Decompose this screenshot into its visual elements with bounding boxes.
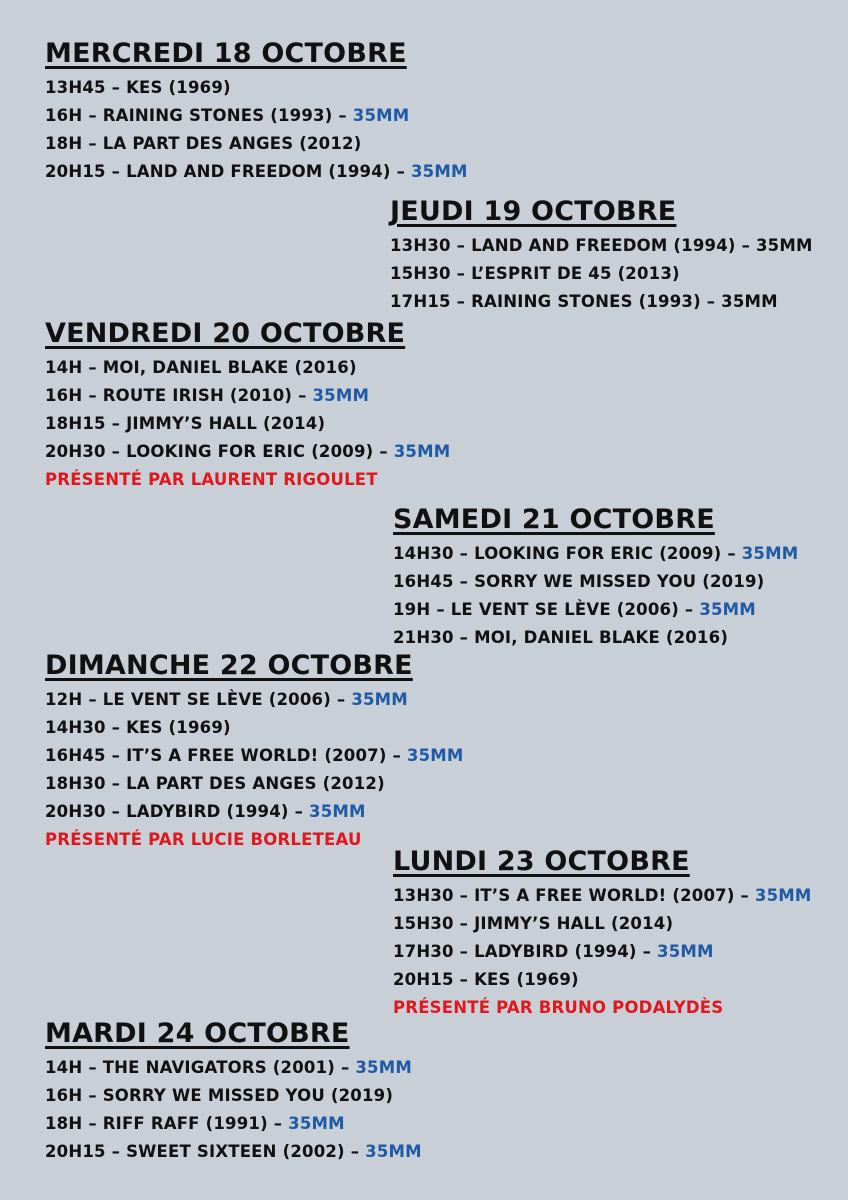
day-block bbox=[45, 1018, 422, 1166]
screening-line bbox=[45, 686, 464, 714]
day-title: JEUDI 19 OCTOBRE bbox=[390, 196, 677, 227]
screening-line bbox=[45, 158, 468, 186]
screening-text: 12H – LE VENT SE LÈVE (2006) – bbox=[45, 690, 352, 709]
screening-line bbox=[393, 966, 812, 994]
screening-text: 15H30 – L’ESPRIT DE 45 (2013) bbox=[390, 264, 680, 283]
day-block bbox=[393, 504, 798, 652]
screening-text: 13H45 – KES (1969) bbox=[45, 78, 231, 97]
format-label: 35MM bbox=[355, 1058, 412, 1077]
format-label: 35MM bbox=[393, 442, 451, 461]
format-label: 35MM bbox=[657, 942, 714, 961]
screening-text: 16H – ROUTE IRISH (2010) – bbox=[45, 386, 313, 405]
screening-line bbox=[390, 260, 813, 288]
format-label: 35MM bbox=[406, 746, 464, 765]
format-label: 35MM bbox=[352, 106, 410, 125]
screening-line bbox=[393, 910, 812, 938]
screening-line bbox=[390, 288, 813, 316]
screening-line bbox=[45, 102, 468, 130]
screening-text: 20H30 – LOOKING FOR ERIC (2009) – bbox=[45, 442, 394, 461]
screening-line bbox=[45, 1110, 422, 1138]
screening-line bbox=[390, 232, 813, 260]
screening-text: 16H45 – SORRY WE MISSED YOU (2019) bbox=[393, 572, 765, 591]
screening-line bbox=[393, 624, 798, 652]
screening-text: 19H – LE VENT SE LÈVE (2006) – bbox=[393, 600, 700, 619]
format-label: 35MM bbox=[309, 802, 366, 821]
screening-line bbox=[45, 410, 450, 438]
day-block bbox=[45, 38, 468, 186]
screening-text: 20H15 – SWEET SIXTEEN (2002) – bbox=[45, 1142, 366, 1161]
format-label: 35MM bbox=[365, 1142, 422, 1161]
screening-line bbox=[45, 742, 464, 770]
screening-text: 13H30 – IT’S A FREE WORLD! (2007) – bbox=[393, 886, 755, 905]
presenter-note: PRÉSENTÉ PAR BRUNO PODALYDÈS bbox=[393, 998, 724, 1017]
day-title: VENDREDI 20 OCTOBRE bbox=[45, 318, 406, 349]
screening-text: 14H30 – KES (1969) bbox=[45, 718, 231, 737]
screening-line bbox=[393, 938, 812, 966]
screening-text: 14H – MOI, DANIEL BLAKE (2016) bbox=[45, 358, 357, 377]
screening-line bbox=[393, 596, 798, 624]
screening-text: 20H30 – LADYBIRD (1994) – bbox=[45, 802, 310, 821]
screening-text: 13H30 – LAND AND FREEDOM (1994) – 35MM bbox=[390, 236, 813, 255]
format-label: 35MM bbox=[351, 690, 408, 709]
day-title: DIMANCHE 22 OCTOBRE bbox=[45, 650, 413, 681]
presenter-note: PRÉSENTÉ PAR LUCIE BORLETEAU bbox=[45, 830, 362, 849]
format-label: 35MM bbox=[741, 544, 799, 563]
screening-text: 17H15 – RAINING STONES (1993) – 35MM bbox=[390, 292, 778, 311]
screening-text: 21H30 – MOI, DANIEL BLAKE (2016) bbox=[393, 628, 729, 647]
screening-text: 14H30 – LOOKING FOR ERIC (2009) – bbox=[393, 544, 742, 563]
format-label: 35MM bbox=[754, 886, 812, 905]
screening-text: 18H15 – JIMMY’S HALL (2014) bbox=[45, 414, 326, 433]
screening-line bbox=[45, 74, 468, 102]
day-block bbox=[45, 650, 464, 854]
screening-line bbox=[45, 354, 450, 382]
day-block bbox=[45, 318, 450, 494]
screening-line bbox=[45, 714, 464, 742]
screening-text: 16H – RAINING STONES (1993) – bbox=[45, 106, 353, 125]
screening-line bbox=[45, 1054, 422, 1082]
screening-line bbox=[45, 770, 464, 798]
screening-line bbox=[45, 382, 450, 410]
screening-line bbox=[45, 438, 450, 466]
screening-line bbox=[393, 882, 812, 910]
screening-text: 18H – RIFF RAFF (1991) – bbox=[45, 1114, 289, 1133]
screening-line bbox=[45, 1138, 422, 1166]
screening-text: 15H30 – JIMMY’S HALL (2014) bbox=[393, 914, 674, 933]
screening-line bbox=[45, 1082, 422, 1110]
day-title: MERCREDI 18 OCTOBRE bbox=[45, 38, 407, 69]
screening-text: 14H – THE NAVIGATORS (2001) – bbox=[45, 1058, 356, 1077]
day-title: SAMEDI 21 OCTOBRE bbox=[393, 504, 715, 535]
day-block bbox=[393, 846, 812, 1022]
day-title: LUNDI 23 OCTOBRE bbox=[393, 846, 690, 877]
format-label: 35MM bbox=[312, 386, 370, 405]
screening-text: 17H30 – LADYBIRD (1994) – bbox=[393, 942, 658, 961]
screening-text: 16H – SORRY WE MISSED YOU (2019) bbox=[45, 1086, 394, 1105]
screening-line bbox=[45, 130, 468, 158]
format-label: 35MM bbox=[699, 600, 756, 619]
day-block bbox=[390, 196, 813, 316]
screening-text: 18H – LA PART DES ANGES (2012) bbox=[45, 134, 362, 153]
format-label: 35MM bbox=[410, 162, 468, 181]
screening-text: 18H30 – LA PART DES ANGES (2012) bbox=[45, 774, 385, 793]
screening-text: 20H15 – KES (1969) bbox=[393, 970, 579, 989]
screening-text: 16H45 – IT’S A FREE WORLD! (2007) – bbox=[45, 746, 407, 765]
screening-line bbox=[393, 540, 798, 568]
screening-line bbox=[45, 798, 464, 826]
screening-text: 20H15 – LAND AND FREEDOM (1994) – bbox=[45, 162, 411, 181]
screening-line bbox=[393, 568, 798, 596]
presenter-note: PRÉSENTÉ PAR LAURENT RIGOULET bbox=[45, 470, 378, 489]
format-label: 35MM bbox=[288, 1114, 345, 1133]
day-title: MARDI 24 OCTOBRE bbox=[45, 1018, 350, 1049]
